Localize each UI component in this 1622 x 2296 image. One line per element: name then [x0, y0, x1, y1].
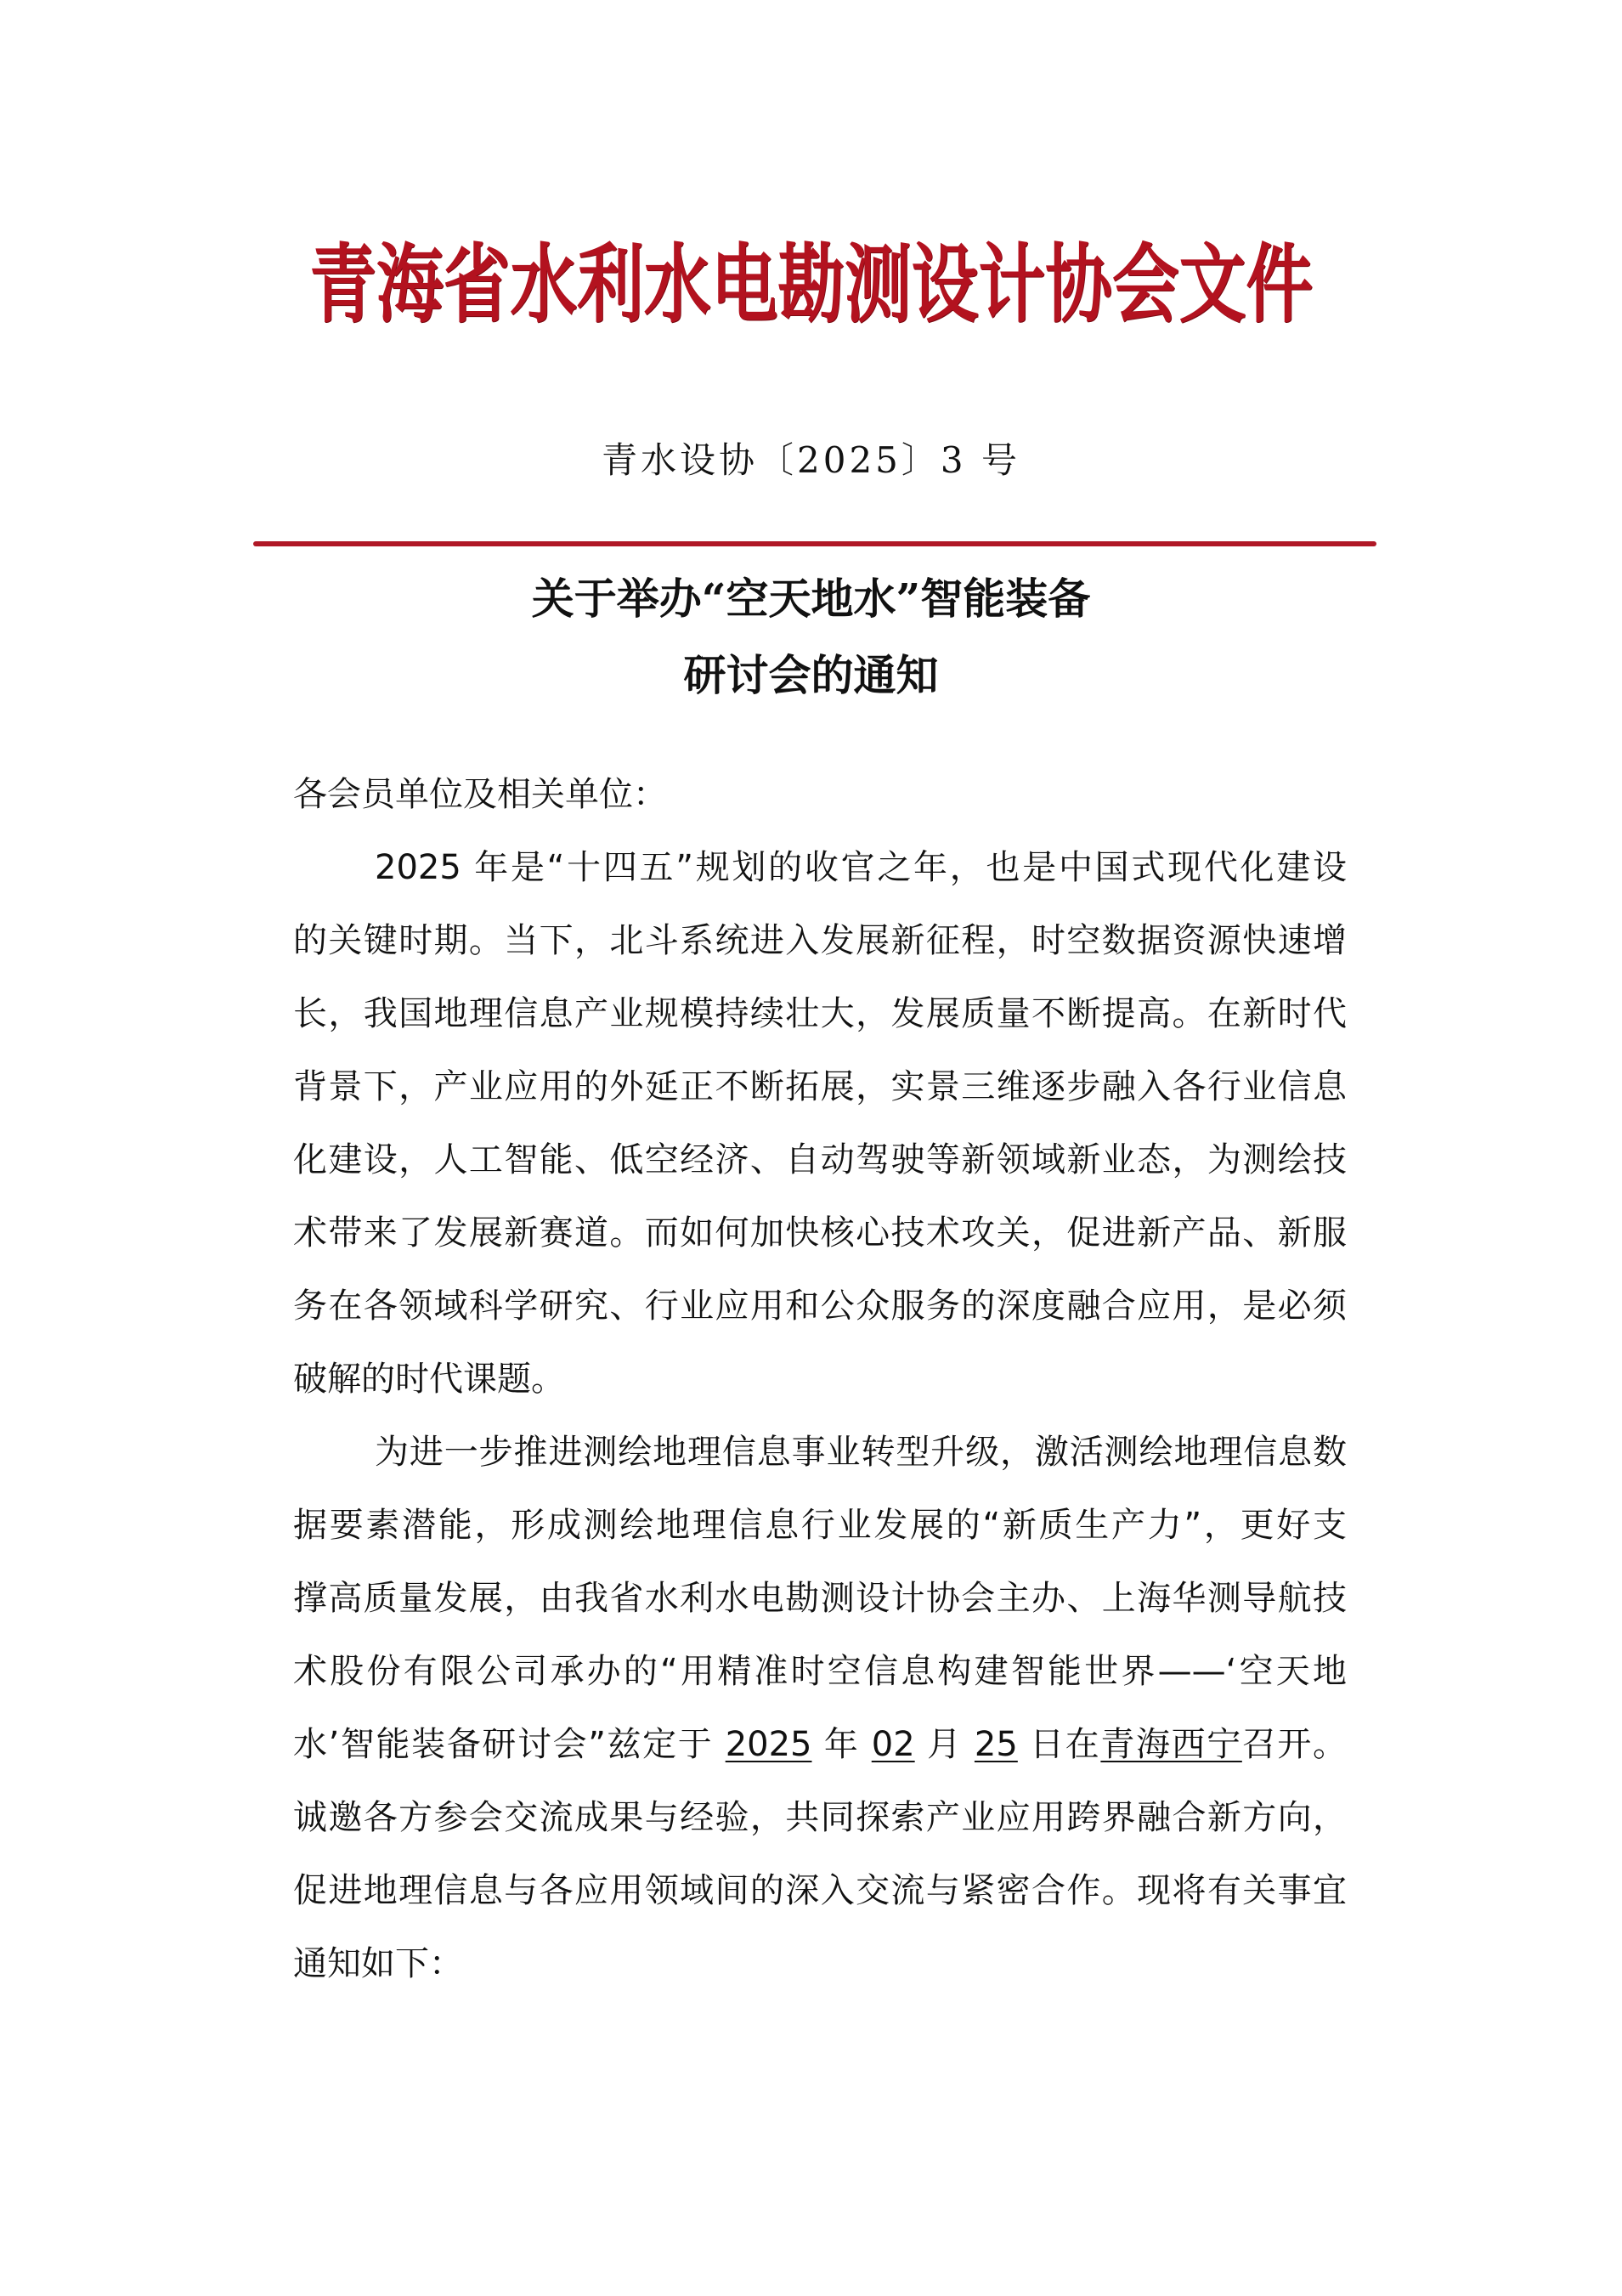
paragraph-2-line: 术股份有限公司承办的“用精准时空信息构建智能世界——‘空天地 — [293, 1652, 1347, 1691]
year-unit: 年 — [823, 1725, 860, 1764]
day-unit: 日在 — [1030, 1725, 1101, 1764]
meeting-place: 青海西宁 — [1100, 1725, 1242, 1764]
meeting-month: 02 — [871, 1725, 915, 1764]
org-document-header: 青海省水利水电勘测设计协会文件 — [309, 235, 1313, 335]
date-line-suffix: 召开。 — [1241, 1725, 1348, 1764]
paragraph-1-line: 长，我国地理信息产业规模持续壮大，发展质量不断提高。在新时代 — [293, 994, 1347, 1033]
salutation: 各会员单位及相关单位： — [293, 775, 667, 814]
document-number: 青水设协〔2025〕3 号 — [602, 439, 1020, 481]
paragraph-1-line: 破解的时代课题。 — [293, 1360, 565, 1399]
paragraph-1-line: 背景下，产业应用的外延正不断拓展，实景三维逐步融入各行业信息 — [293, 1067, 1347, 1106]
paragraph-2-line: 据要素潜能，形成测绘地理信息行业发展的“新质生产力”，更好支 — [293, 1506, 1347, 1545]
notice-body — [293, 758, 1347, 2000]
paragraph-2-line: 通知如下： — [293, 1944, 463, 1983]
month-unit: 月 — [926, 1725, 963, 1764]
paragraph-1-line: 化建设，人工智能、低空经济、自动驾驶等新领域新业态，为测绘技 — [293, 1140, 1347, 1179]
paragraph-2-line: 诚邀各方参会交流成果与经验，共同探索产业应用跨界融合新方向， — [293, 1798, 1347, 1837]
date-line-prefix: 水’智能装备研讨会”兹定于 — [293, 1725, 714, 1764]
meeting-year: 2025 — [725, 1725, 812, 1764]
notice-title-line-2: 研讨会的通知 — [683, 650, 939, 700]
red-divider-rule — [253, 541, 1376, 546]
paragraph-1-line: 2025 年是“十四五”规划的收官之年，也是中国式现代化建设 — [375, 848, 1347, 887]
notice-title-line-1: 关于举办“空天地水”智能装备 — [531, 574, 1091, 624]
paragraph-1-line: 务在各领域科学研究、行业应用和公众服务的深度融合应用，是必须 — [293, 1287, 1347, 1326]
paragraph-1-line: 的关键时期。当下，北斗系统进入发展新征程，时空数据资源快速增 — [293, 921, 1347, 960]
paragraph-2-line: 促进地理信息与各应用领域间的深入交流与紧密合作。现将有关事宜 — [293, 1871, 1347, 1910]
paragraph-1-line: 术带来了发展新赛道。而如何加快核心技术攻关，促进新产品、新服 — [293, 1213, 1347, 1253]
paragraph-2-line: 撑高质量发展，由我省水利水电勘测设计协会主办、上海华测导航技 — [293, 1579, 1347, 1618]
paragraph-2-line: 为进一步推进测绘地理信息事业转型升级，激活测绘地理信息数 — [375, 1433, 1347, 1472]
meeting-date-line — [293, 1708, 1347, 1781]
meeting-day: 25 — [974, 1725, 1018, 1764]
